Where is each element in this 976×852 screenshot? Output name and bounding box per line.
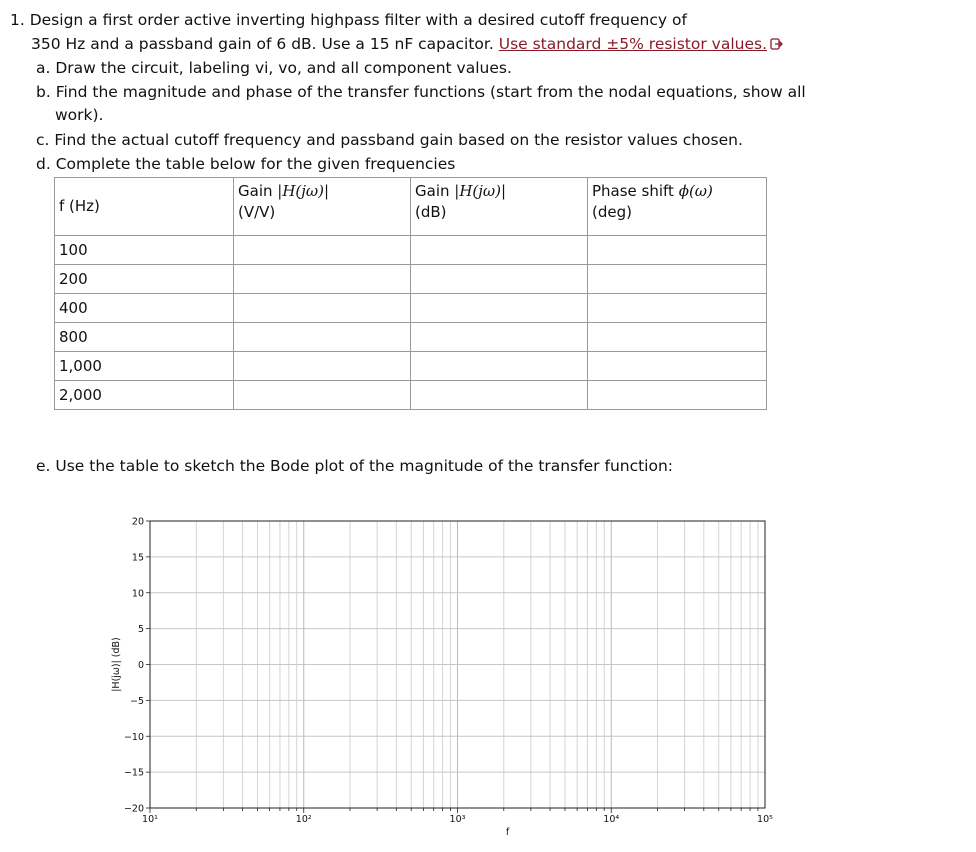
header-gain-db-label: Gain: [415, 182, 455, 200]
y-tick-label: 10: [131, 588, 144, 600]
freq-cell: 1,000: [55, 352, 234, 381]
header-gain-vv-math: |H(jω)|: [277, 182, 330, 200]
x-axis-label: f: [505, 827, 510, 838]
y-tick-label: −20: [123, 803, 144, 815]
part-d: d. Complete the table below for the given frequencies: [36, 155, 456, 173]
y-tick-label: −15: [123, 767, 144, 779]
problem-statement-text: 350 Hz and a passband gain of 6 dB. Use a 15 nF capacitor.: [31, 35, 499, 53]
part-c: c. Find the actual cutoff frequency and passband gain based on the resistor values chosen.: [36, 131, 743, 149]
y-tick-label: 20: [131, 516, 144, 528]
header-gain-db-math: |H(jω)|: [454, 182, 507, 200]
y-tick-label: 15: [131, 552, 144, 564]
y-tick-label: −5: [129, 695, 144, 707]
part-a: a. Draw the circuit, labeling vi, vo, and all component values.: [36, 59, 512, 77]
part-b-continued: work).: [55, 106, 104, 124]
bode-labels: [111, 517, 773, 839]
header-phase-unit: (deg): [592, 203, 632, 221]
freq-cell: 100: [55, 236, 234, 265]
bode-grid: [150, 521, 765, 808]
x-tick-label: 10⁴: [603, 814, 620, 825]
y-tick-label: −10: [123, 731, 144, 743]
x-tick-label: 10³: [449, 814, 466, 825]
y-tick-label: 5: [137, 624, 144, 636]
header-frequency-label: f (Hz): [59, 197, 100, 215]
part-b: b. Find the magnitude and phase of the transfer functions (start from the nodal equations, show all: [36, 83, 806, 101]
freq-cell: 400: [55, 294, 234, 323]
y-tick-label: 0: [137, 660, 144, 671]
part-e: e. Use the table to sketch the Bode plot of the magnitude of the transfer function:: [36, 457, 674, 475]
x-tick-label: 10²: [295, 814, 312, 825]
freq-cell: 800: [55, 323, 234, 352]
y-axis-label: |H(jω)| (dB): [111, 637, 122, 692]
header-phase-label: Phase shift: [592, 182, 679, 200]
x-tick-label: 10¹: [142, 814, 158, 825]
freq-cell: 200: [55, 265, 234, 294]
header-gain-db-unit: (dB): [415, 203, 447, 221]
bode-axes: [146, 521, 765, 813]
resistor-values-link[interactable]: Use standard ±5% resistor values.: [498, 35, 768, 53]
header-gain-vv-unit: (V/V): [238, 203, 276, 221]
x-tick-label: 10⁵: [757, 814, 773, 825]
header-gain-vv-label: Gain: [238, 182, 278, 200]
header-phase-math: ϕ(ω): [678, 182, 713, 200]
freq-cell: 2,000: [55, 381, 234, 410]
problem-statement-line1: 1. Design a first order active inverting highpass filter with a desired cutoff frequency of: [10, 11, 687, 29]
